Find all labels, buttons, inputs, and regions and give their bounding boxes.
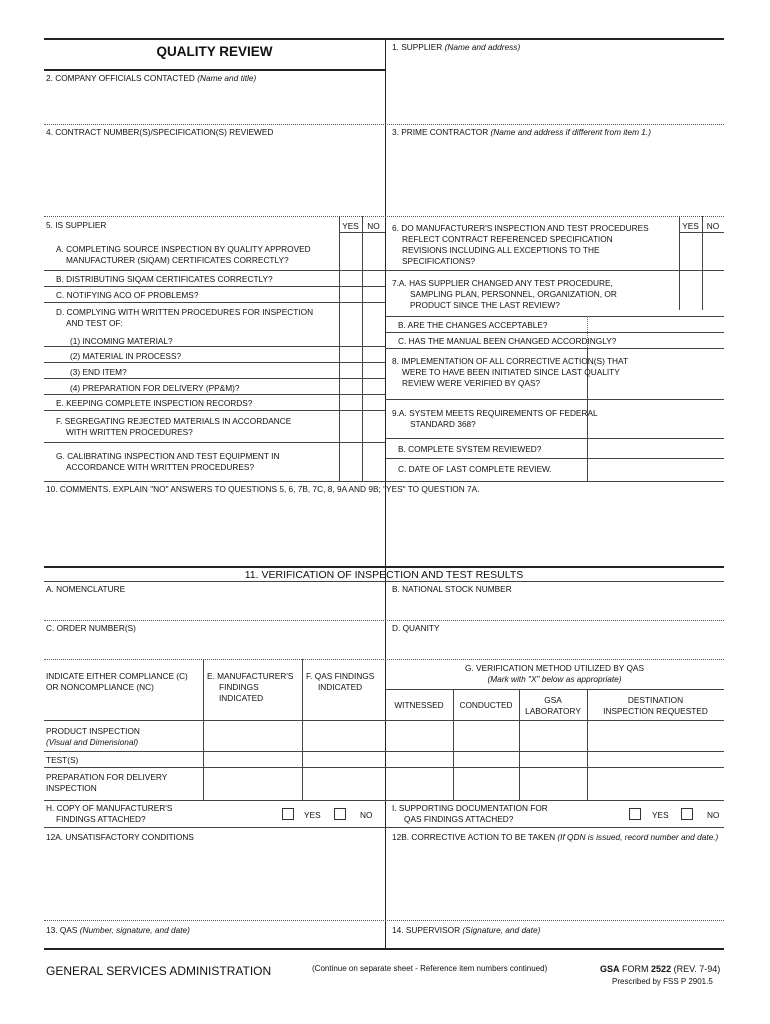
q5-e: E. KEEPING COMPLETE INSPECTION RECORDS? <box>56 398 253 408</box>
q6-line3: REVISIONS INCLUDING ALL EXCEPTIONS TO THE <box>402 245 600 255</box>
q5-c: C. NOTIFYING ACO OF PROBLEMS? <box>56 290 199 300</box>
q5-d-3: (3) END ITEM? <box>70 367 127 377</box>
q5-d-4: (4) PREPARATION FOR DELIVERY (PP&M)? <box>70 383 240 393</box>
tests-row: TEST(S) <box>46 755 79 765</box>
q8-line1: 8. IMPLEMENTATION OF ALL CORRECTIVE ACTION(S) THAT <box>392 356 629 366</box>
q8-line2: WERE TO HAVE BEEN INITIATED SINCE LAST QUALITY <box>402 367 620 377</box>
gsa-lab-header-line2: LABORATORY <box>525 706 581 716</box>
q8-line3: REVIEW WERE VERIFIED BY QAS? <box>402 378 541 388</box>
unsatisfactory-conditions-field-label[interactable]: 12A. UNSATISFACTORY CONDITIONS <box>46 832 194 842</box>
preparation-row-line1: PREPARATION FOR DELIVERY <box>46 772 168 782</box>
q6-line1: 6. DO MANUFACTURER'S INSPECTION AND TEST PROCEDURES <box>392 223 649 233</box>
i-yes-label: YES <box>652 810 669 820</box>
product-inspection-row-line1: PRODUCT INSPECTION <box>46 726 140 736</box>
g-header-line1: G. VERIFICATION METHOD UTILIZED BY QAS <box>464 663 645 673</box>
q5-g-line1: G. CALIBRATING INSPECTION AND TEST EQUIPMENT IN <box>56 451 280 461</box>
agency-name: GENERAL SERVICES ADMINISTRATION <box>46 964 272 978</box>
q5-title: 5. IS SUPPLIER <box>46 220 107 230</box>
qas-signature-field-label[interactable] <box>46 925 190 936</box>
destination-header-line1: DESTINATION <box>627 695 684 705</box>
e-header-line3: INDICATED <box>219 693 264 703</box>
supervisor-signature-field-label[interactable] <box>392 925 540 936</box>
q7-a-line1: 7.A. HAS SUPPLIER CHANGED ANY TEST PROCEDURE, <box>392 278 613 288</box>
q5-d-1: (1) INCOMING MATERIAL? <box>70 336 173 346</box>
quantity-field-label[interactable]: D. QUANITY <box>392 623 440 633</box>
i-no-checkbox[interactable] <box>681 808 693 820</box>
supervisor-note: (Signature, and date) <box>462 925 541 935</box>
corrective-action-field-label[interactable] <box>392 832 718 843</box>
q5-d-2: (2) MATERIAL IN PROCESS? <box>70 351 182 361</box>
i-line1: I. SUPPORTING DOCUMENTATION FOR <box>392 803 548 813</box>
stock-number-field-label[interactable]: B. NATIONAL STOCK NUMBER <box>392 584 512 594</box>
q9-c: C. DATE OF LAST COMPLETE REVIEW. <box>398 464 552 474</box>
preparation-row-line2: INSPECTION <box>46 783 97 793</box>
h-yes-checkbox[interactable] <box>282 808 294 820</box>
q5-no-header: NO <box>367 221 380 231</box>
q7-c: C. HAS THE MANUAL BEEN CHANGED ACCORDINGLY? <box>398 336 617 346</box>
supplier-note: (Name and address) <box>444 42 521 52</box>
destination-header-line2: INSPECTION REQUESTED <box>603 706 708 716</box>
product-inspection-row-line2: (Visual and Dimensional) <box>46 737 139 747</box>
q7-a-line3: PRODUCT SINCE THE LAST REVIEW? <box>410 300 560 310</box>
e-header-line2: FINDINGS <box>219 682 259 692</box>
i-no-label: NO <box>707 810 720 820</box>
witnessed-header: WITNESSED <box>394 700 444 710</box>
h-yes-label: YES <box>304 810 321 820</box>
form-number-value: 2522 <box>651 964 672 974</box>
prime-note: (Name and address if different from item 1.) <box>490 127 651 137</box>
section-11-title: 11. VERIFICATION OF INSPECTION AND TEST RESULTS <box>244 569 524 581</box>
corrective-action-label: 12B. CORRECTIVE ACTION TO BE TAKEN <box>392 832 556 842</box>
q5-d-line1: D. COMPLYING WITH WRITTEN PROCEDURES FOR INSPECTION <box>56 307 314 317</box>
q5-b: B. DISTRIBUTING SIQAM CERTIFICATES CORRECTLY? <box>56 274 273 284</box>
order-number-field-label[interactable]: C. ORDER NUMBER(S) <box>46 623 136 633</box>
q5-f-line1: F. SEGREGATING REJECTED MATERIALS IN ACCORDANCE <box>56 416 292 426</box>
form-word: FORM <box>622 964 649 974</box>
q5-f-line2: WITH WRITTEN PROCEDURES? <box>66 427 193 437</box>
officials-note: (Name and title) <box>197 73 257 83</box>
qas-note: (Number, signature, and date) <box>79 925 190 935</box>
indicate-line1: INDICATE EITHER COMPLIANCE (C) <box>46 671 188 681</box>
prime-label: 3. PRIME CONTRACTOR <box>392 127 489 137</box>
indicate-line2: OR NONCOMPLIANCE (NC) <box>46 682 154 692</box>
nomenclature-field-label[interactable]: A. NOMENCLATURE <box>46 584 126 594</box>
h-no-label: NO <box>360 810 373 820</box>
supplier-label: 1. SUPPLIER <box>392 42 443 52</box>
f-header-line2: INDICATED <box>318 682 363 692</box>
h-line1: H. COPY OF MANUFACTURER'S <box>46 803 173 813</box>
q5-yes-header: YES <box>342 221 359 231</box>
q9-a-line2: STANDARD 368? <box>410 419 476 429</box>
supplier-field-label[interactable] <box>392 42 520 53</box>
comments-field-label[interactable]: 10. COMMENTS. EXPLAIN "NO" ANSWERS TO QUESTIONS 5, 6, 7B, 7C, 8, 9A AND 9B; "YES" TO QUESTION 7A. <box>46 484 480 494</box>
q9-a-line1: 9.A. SYSTEM MEETS REQUIREMENTS OF FEDERAL <box>392 408 598 418</box>
continuation-note: (Continue on separate sheet - Reference item numbers continued) <box>312 964 548 973</box>
e-header-line1: E. MANUFACTURER'S <box>207 671 294 681</box>
prescribed-by: Prescribed by FSS P 2901.5 <box>612 977 713 986</box>
q5-d-line2: AND TEST OF: <box>66 318 123 328</box>
page-title: QUALITY REVIEW <box>156 44 273 59</box>
q5-a-line1: A. COMPLETING SOURCE INSPECTION BY QUALITY APPROVED <box>56 244 311 254</box>
q6-line2: REFLECT CONTRACT REFERENCED SPECIFICATION <box>402 234 613 244</box>
f-header-line1: F. QAS FINDINGS <box>306 671 375 681</box>
h-line2: FINDINGS ATTACHED? <box>56 814 146 824</box>
q5-a-line2: MANUFACTURER (SIQAM) CERTIFICATES CORRECTLY? <box>66 255 289 265</box>
contract-field-label[interactable]: 4. CONTRACT NUMBER(S)/SPECIFICATION(S) REVIEWED <box>46 127 274 137</box>
g-header-line2: (Mark with "X" below as appropriate) <box>487 674 622 684</box>
form-number <box>600 964 720 975</box>
officials-label: 2. COMPANY OFFICIALS CONTACTED <box>46 73 195 83</box>
supervisor-label: 14. SUPERVISOR <box>392 925 461 935</box>
q7-a-line2: SAMPLING PLAN, PERSONNEL, ORGANIZATION, OR <box>410 289 617 299</box>
i-line2: QAS FINDINGS ATTACHED? <box>404 814 514 824</box>
q6-line4: SPECIFICATIONS? <box>402 256 476 266</box>
h-no-checkbox[interactable] <box>334 808 346 820</box>
officials-field-label[interactable] <box>46 73 256 84</box>
form-agency: GSA <box>600 964 620 974</box>
prime-contractor-field-label[interactable] <box>392 127 651 138</box>
form-revision: (REV. 7-94) <box>673 964 721 974</box>
i-yes-checkbox[interactable] <box>629 808 641 820</box>
gsa-lab-header-line1: GSA <box>544 695 562 705</box>
q5-g-line2: ACCORDANCE WITH WRITTEN PROCEDURES? <box>66 462 255 472</box>
qas-label: 13. QAS <box>46 925 78 935</box>
q7-b: B. ARE THE CHANGES ACCEPTABLE? <box>398 320 548 330</box>
q6-no-header: NO <box>706 221 720 231</box>
corrective-action-note: (If QDN is issued, record number and date.) <box>557 832 719 842</box>
q6-yes-header: YES <box>682 221 699 231</box>
q9-b: B. COMPLETE SYSTEM REVIEWED? <box>398 444 542 454</box>
conducted-header: CONDUCTED <box>459 700 513 710</box>
